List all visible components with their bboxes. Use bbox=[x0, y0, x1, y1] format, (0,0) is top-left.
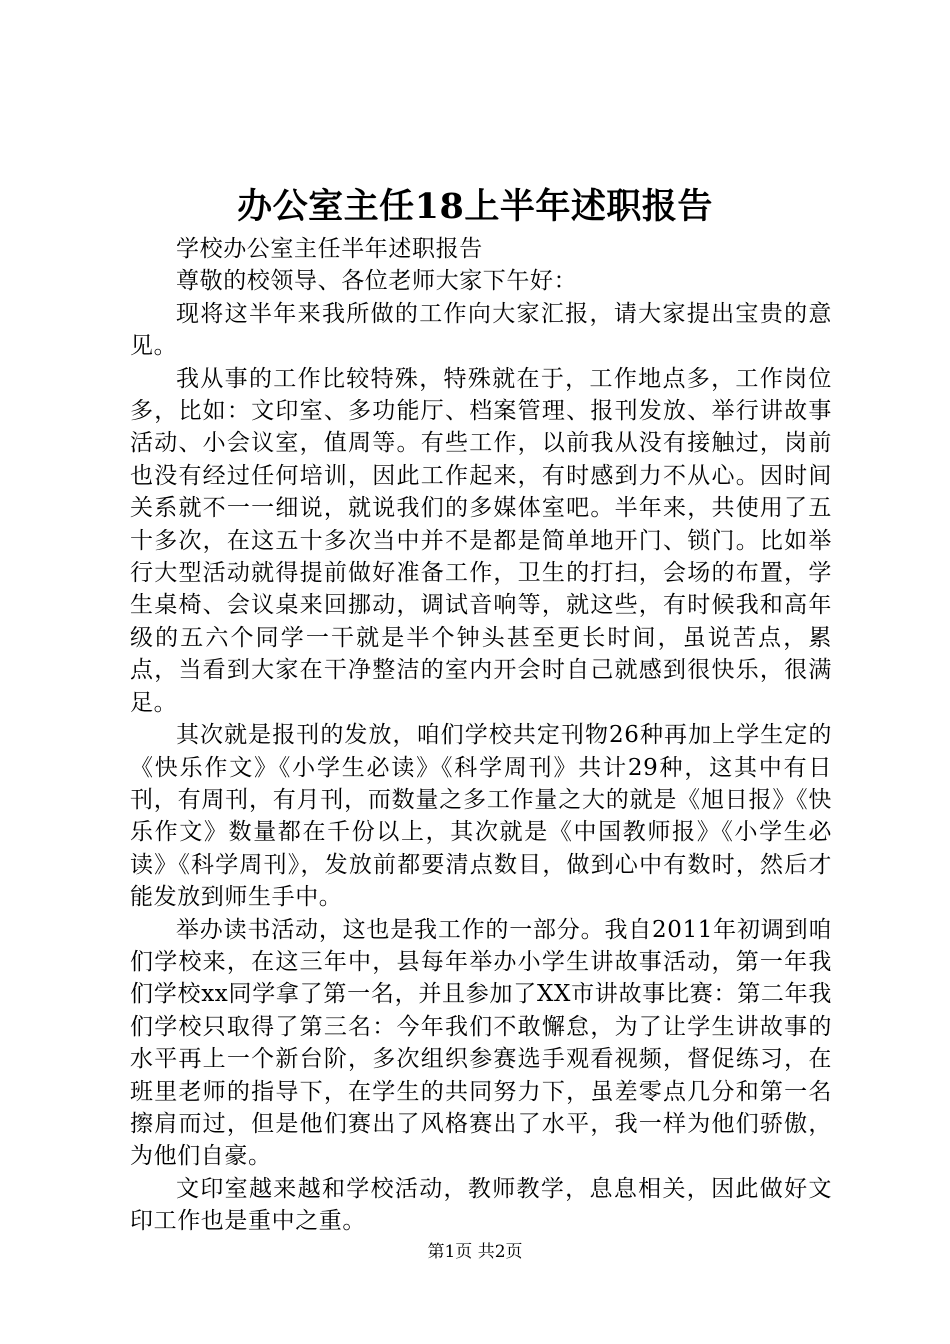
paragraph-print-room: 文印室越来越和学校活动，教师教学，息息相关，因此做好文印工作也是重中之重。 bbox=[130, 1175, 832, 1235]
paragraph-reading-activity: 举办读书活动，这也是我工作的一部分。我自2011年初调到咱们学校来，在这三年中，县每年举办小学生讲故事活动，第一年我们学校xx同学拿了第一名，并且参加了XX市讲故事比赛：第二年我们学校只取得了第三名：今年我们不敢懈怠，为了让学生讲故事的水平再上一个新台阶，多次组织参赛选手观看视频，督促练习，在班里老师的指导下，在学生的共同努力下，虽差零点几分和第一名擦肩而过，但是他们赛出了风格赛出了水平，我一样为他们骄傲，为他们自豪。 bbox=[130, 916, 832, 1170]
paragraph-subtitle: 学校办公室主任半年述职报告 bbox=[176, 236, 483, 262]
document-body bbox=[130, 233, 832, 1238]
document-title: 办公室主任18上半年述职报告 bbox=[237, 186, 713, 227]
paragraph-greeting: 尊敬的校领导、各位老师大家下午好： bbox=[176, 268, 578, 295]
page-footer: 第1页 共2页 bbox=[427, 1242, 523, 1262]
paragraph-newspaper-distribution: 其次就是报刊的发放，咱们学校共定刊物26种再加上学生定的《快乐作文》《小学生必读》《科学周刊》共计29种，这其中有日刊，有周刊，有月刊，而数量之多工作量之大的就是《旭日报》《快乐作文》数量都在千份以上，其次就是《中国教师报》《小学生必读》《科学周刊》，发放前都要清点数目，做到心中有数时，然后才能发放到师生手中。 bbox=[130, 722, 832, 911]
paragraph-intro: 现将这半年来我所做的工作向大家汇报，请大家提出宝贵的意见。 bbox=[130, 300, 832, 360]
paragraph-multimedia-room: 我从事的工作比较特殊，特殊就在于，工作地点多，工作岗位多，比如：文印室、多功能厅、档案管理、报刊发放、举行讲故事活动、小会议室，值周等。有些工作，以前我从没有接触过，岗前也没有经过任何培训，因此工作起来，有时感到力不从心。因时间关系就不一一细说，就说我们的多媒体室吧。半年来，共使用了五十多次，在这五十多次当中并不是都是简单地开门、锁门。比如举行大型活动就得提前做好准备工作，卫生的打扫，会场的布置，学生桌椅、会议桌来回挪动，调试音响等，就这些，有时候我和高年级的五六个同学一干就是半个钟头甚至更长时间，虽说苦点，累点，当看到大家在干净整洁的室内开会时自己就感到很快乐，很满足。 bbox=[130, 365, 832, 716]
